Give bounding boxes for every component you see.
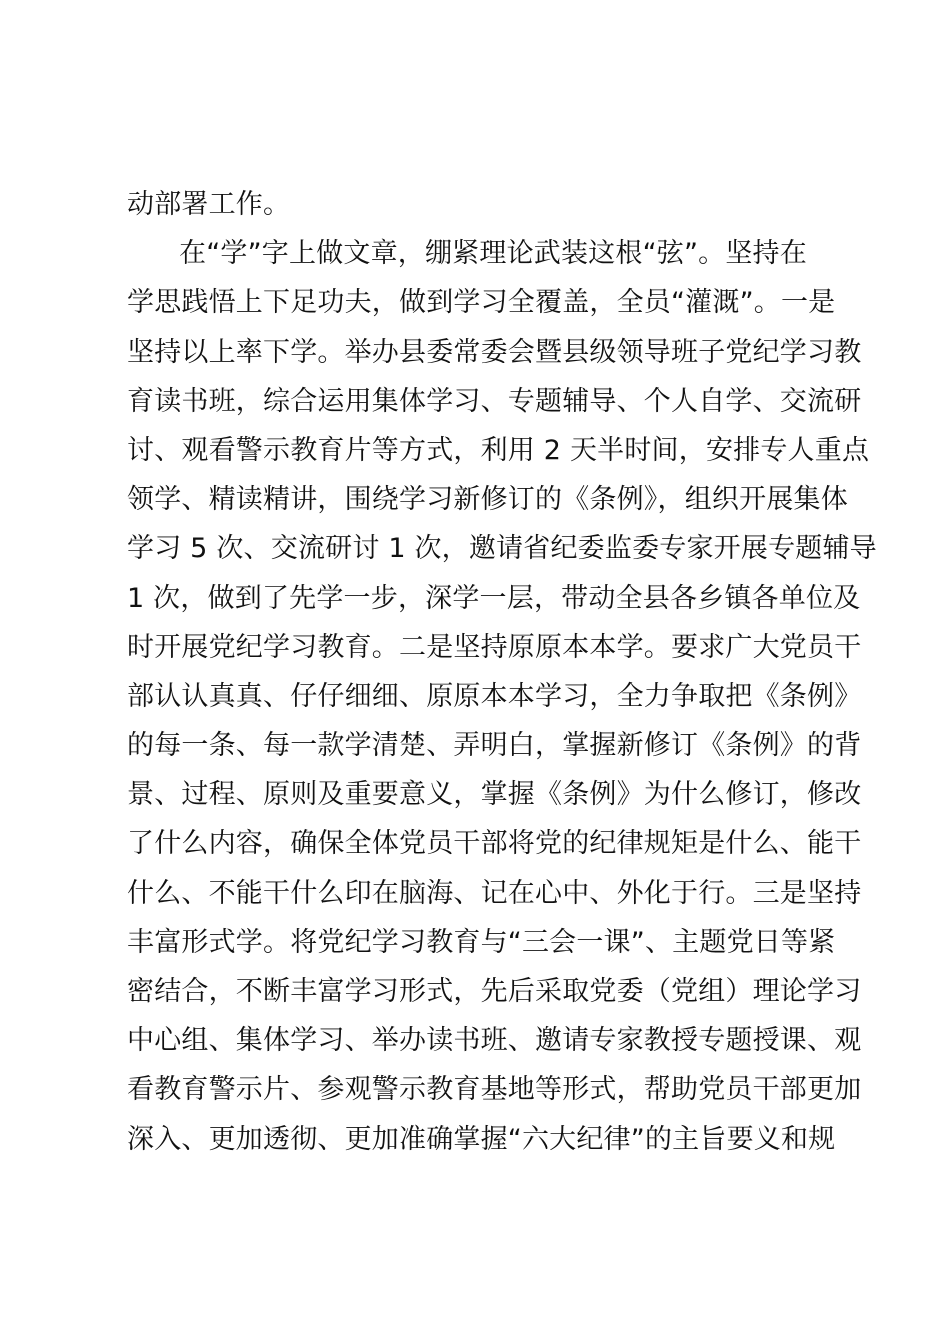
text-line-16: 丰富形式学。将党纪学习教育与“三会一课”、主题党日等紧 [127, 926, 836, 958]
text-line-5: 育读书班，综合运用集体学习、专题辅导、个人自学、交流研 [127, 385, 862, 417]
text-line-15: 什么、不能干什么印在脑海、记在心中、外化于行。三是坚持 [127, 877, 862, 909]
text-line-1: 动部署工作。 [127, 189, 291, 220]
text-line-18: 中心组、集体学习、举办读书班、邀请专家教授专题授课、观 [127, 1025, 862, 1057]
text-line-17: 密结合，不断丰富学习形式，先后采取党委（党组）理论学习 [127, 976, 862, 1007]
text-line-12: 的每一条、每一款学清楚、弄明白，掌握新修订《条例》的背 [127, 730, 862, 762]
text-line-6: 讨、观看警示教育片等方式，利用 2 天半时间，安排专人重点 [127, 434, 870, 466]
paragraph-start-line: 在“学”字上做文章，绷紧理论武装这根“弦”。坚持在 [179, 238, 807, 270]
body-text [127, 180, 877, 1164]
text-line-11: 部认认真真、仔仔细细、原原本本学习，全力争取把《条例》 [127, 680, 862, 712]
text-line-9: 1 次，做到了先学一步，深学一层，带动全县各乡镇各单位及 [127, 582, 861, 614]
text-line-4: 坚持以上率下学。举办县委常委会暨县级领导班子党纪学习教 [127, 336, 862, 368]
text-line-3: 学思践悟上下足功夫，做到学习全覆盖，全员“灌溉”。一是 [127, 287, 836, 319]
text-line-8: 学习 5 次、交流研讨 1 次，邀请省纪委监委专家开展专题辅导 [127, 533, 877, 565]
text-line-19: 看教育警示片、参观警示教育基地等形式，帮助党员干部更加 [127, 1074, 862, 1106]
text-line-20: 深入、更加透彻、更加准确掌握“六大纪律”的主旨要义和规 [127, 1123, 836, 1155]
text-line-13: 景、过程、原则及重要意义，掌握《条例》为什么修订，修改 [127, 779, 862, 811]
text-line-7: 领学、精读精讲，围绕学习新修订的《条例》，组织开展集体 [127, 484, 848, 516]
text-line-14: 了什么内容，确保全体党员干部将党的纪律规矩是什么、能干 [127, 828, 862, 860]
text-line-10: 时开展党纪学习教育。二是坚持原原本本学。要求广大党员干 [127, 631, 862, 663]
